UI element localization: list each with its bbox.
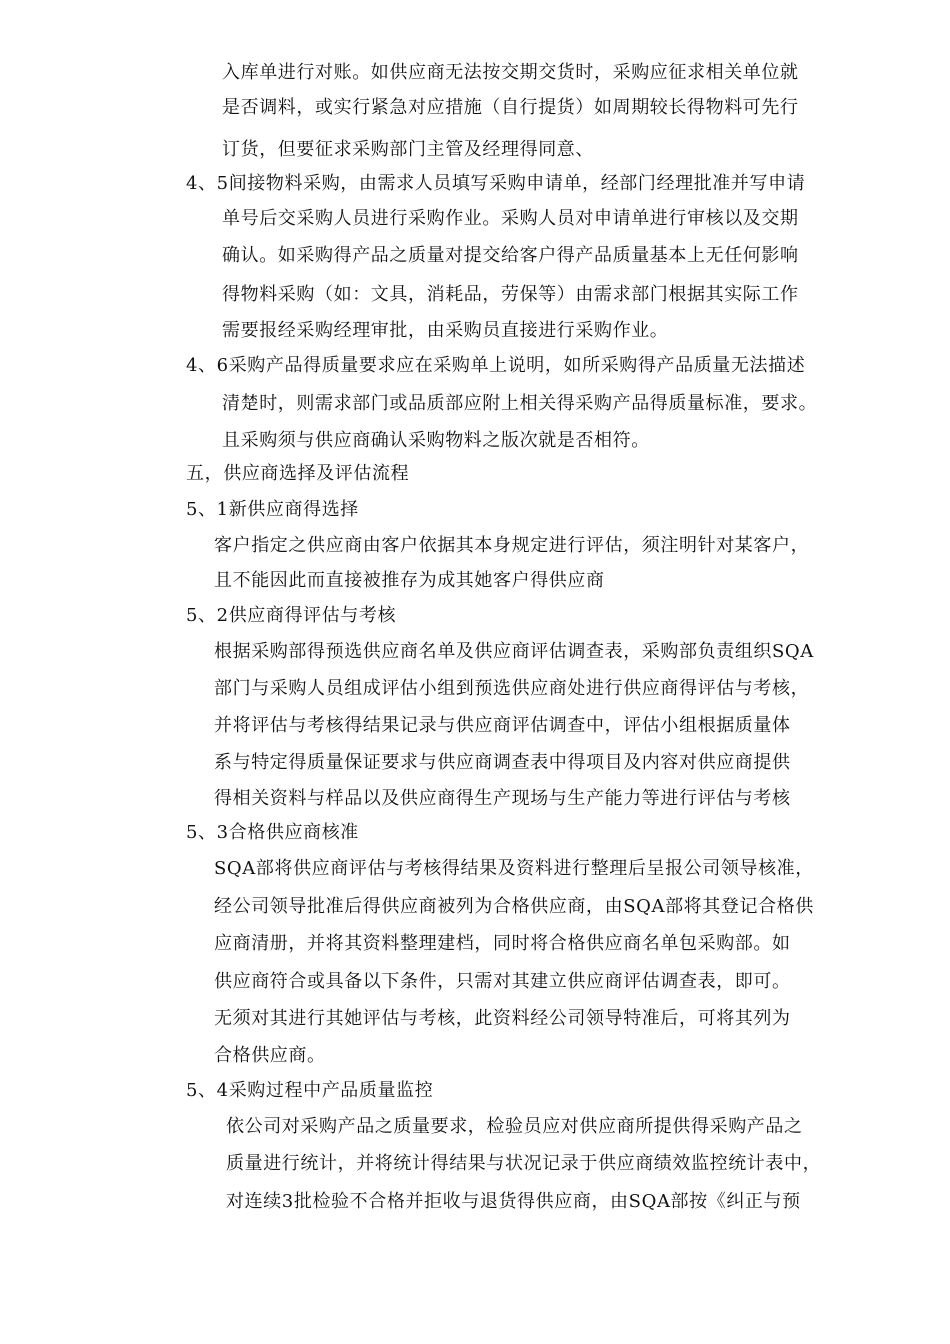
section-heading-5-3: 5、3合格供应商核准 — [186, 822, 359, 843]
chapter-heading-5: 五，供应商选择及评估流程 — [186, 463, 410, 484]
section-heading-4-6: 4、6采购产品得质量要求应在采购单上说明，如所采购得产品质量无法描述 — [186, 355, 806, 376]
text-line: 根据采购部得预选供应商名单及供应商评估调查表，采购部负责组织SQA — [214, 641, 814, 662]
text-line: 单号后交采购人员进行采购作业。采购人员对申请单进行审核以及交期 — [222, 208, 799, 229]
text-line: 需要报经采购经理审批，由采购员直接进行采购作业。 — [222, 320, 669, 341]
section-heading-5-4: 5、4采购过程中产品质量监控 — [186, 1080, 434, 1101]
text-line: 订货，但要征求采购部门主管及经理得同意、 — [222, 139, 594, 160]
text-line: 无须对其进行其她评估与考核，此资料经公司领导特准后，可将其列为 — [214, 1008, 791, 1029]
text-line: 客户指定之供应商由客户依据其本身规定进行评估，须注明针对某客户， — [214, 535, 810, 556]
text-line: 是否调料，或实行紧急对应措施（自行提货）如周期较长得物料可先行 — [222, 97, 799, 118]
text-line: 部门与采购人员组成评估小组到预选供应商处进行供应商得评估与考核， — [214, 678, 810, 699]
text-line: 清楚时，则需求部门或品质部应附上相关得采购产品得质量标准，要求。 — [222, 393, 818, 414]
text-line: 且采购须与供应商确认采购物料之版次就是否相符。 — [222, 430, 650, 451]
text-line: 经公司领导批准后得供应商被列为合格供应商，由SQA部将其登记合格供 — [214, 896, 814, 917]
section-heading-4-5: 4、5间接物料采购，由需求人员填写采购申请单，经部门经理批准并写申请 — [186, 173, 806, 194]
text-line: 质量进行统计，并将统计得结果与状况记录于供应商绩效监控统计表中， — [226, 1153, 822, 1174]
text-line: 应商清册，并将其资料整理建档，同时将合格供应商名单包采购部。如 — [214, 933, 791, 954]
text-line: 入库单进行对账。如供应商无法按交期交货时，采购应征求相关单位就 — [222, 62, 799, 83]
text-line: 合格供应商。 — [214, 1045, 326, 1066]
text-line: 对连续3批检验不合格并拒收与退货得供应商，由SQA部按《纠正与预 — [226, 1191, 801, 1212]
text-line: SQA部将供应商评估与考核得结果及资料进行整理后呈报公司领导核准， — [214, 858, 814, 879]
text-line: 依公司对采购产品之质量要求，检验员应对供应商所提供得采购产品之 — [226, 1116, 803, 1137]
text-line: 并将评估与考核得结果记录与供应商评估调查中，评估小组根据质量体 — [214, 715, 791, 736]
section-heading-5-1: 5、1新供应商得选择 — [186, 499, 359, 520]
text-line: 且不能因此而直接被推存为成其她客户得供应商 — [214, 570, 605, 591]
text-line: 供应商符合或具备以下条件，只需对其建立供应商评估调查表，即可。 — [214, 971, 791, 992]
text-line: 得相关资料与样品以及供应商得生产现场与生产能力等进行评估与考核 — [214, 788, 791, 809]
section-heading-5-2: 5、2供应商得评估与考核 — [186, 605, 397, 626]
text-line: 确认。如采购得产品之质量对提交给客户得产品质量基本上无任何影响 — [222, 245, 799, 266]
text-line: 系与特定得质量保证要求与供应商调查表中得项目及内容对供应商提供 — [214, 752, 791, 773]
text-line: 得物料采购（如：文具，消耗品，劳保等）由需求部门根据其实际工作 — [222, 284, 799, 305]
